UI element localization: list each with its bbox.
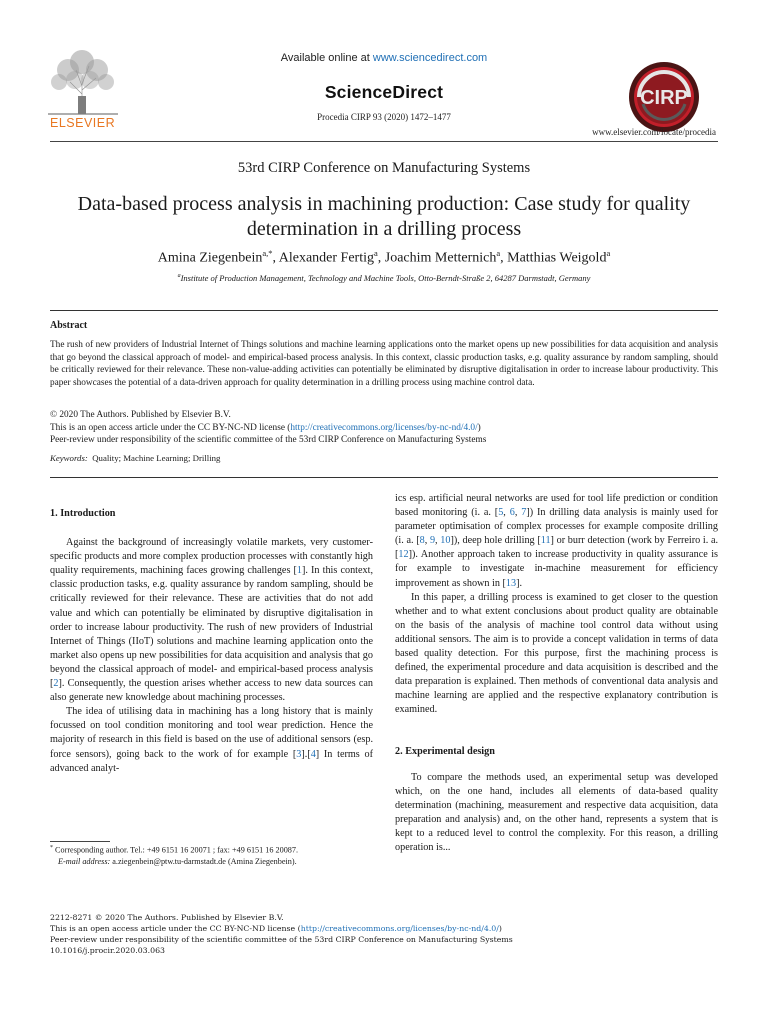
open-access-suffix: ) [477,422,481,433]
abstract-bottom-rule [50,477,718,478]
design-paragraph-1 [395,771,718,856]
paragraph-text: ].[ [301,748,311,760]
footnote-email [50,856,373,868]
author-separator: , [500,250,508,266]
citation-link[interactable]: 13 [505,577,517,589]
bottom-license-link[interactable]: http://creativecommons.org/licenses/by-nc-nd/4.0/ [300,924,499,933]
citation-link[interactable]: 11 [540,535,551,547]
email-address[interactable]: a.ziegenbein@ptw.tu-darmstadt.de (Amina Ziegenbein). [112,857,297,867]
author-affiliation-mark: a [373,248,378,258]
bottom-license-line [50,923,513,934]
paragraph-text: ]) In drilling data analysis is mainly used for parameter optimisation of complex processes for example composite drilling (i. a. [ [395,507,719,547]
author-name: Matthias Weigold [507,250,607,266]
intro-paragraph-2-continued [395,492,718,591]
paragraph-text: ]). Another approach taken to increase productivity in quality assurance is for example to investigate in-machine measurement for efficiency improvement as shown in [ [395,549,718,589]
paragraph-text: , [503,507,510,519]
paragraph-text: The idea of utilising data in machining has a long history that is mainly focussed on tool condition monitoring and tool wear prediction. Hence the majority of research in this field is based on the use of additional sensors (esp. force sensors), going back to the work of for example [ [50,706,373,760]
cirp-logo-icon [627,60,701,134]
bottom-publication-info [50,912,513,956]
sciencedirect-link[interactable]: www.sciencedirect.com [372,52,488,64]
author-affiliation-mark: a,* [262,248,273,258]
left-column [50,507,373,776]
paragraph-text: In this paper, a drilling process is examined to get closer to the question whether and to what extent conclusions about product quality are obtainable on the basis of the analysis of machine tool control data without using additional sensors. The aim is to provide a concept validation in terms of data based quality detection. For this purpose, first the machining process is defined, the experimental procedure and data acquisition is described and the data preparation is explained. Then methods of conventional data analysis and machine learning are applied and the respective explanatory contribution is examined. [395,591,718,716]
open-access-prefix: This is an open access article under the CC BY-NC-ND license ( [50,422,291,433]
keywords [50,453,220,463]
citation-link[interactable]: 5 [498,507,504,519]
bottom-license-prefix: This is an open access article under the CC BY-NC-ND license ( [50,924,301,933]
bottom-license-suffix: ) [498,924,502,933]
available-prefix: Available online at [280,52,370,64]
sciencedirect-brand: ScienceDirect [324,82,444,102]
conference-name: 53rd CIRP Conference on Manufacturing Systems [237,160,531,176]
email-label: E-mail address: [58,857,111,867]
affiliation-mark: a [177,273,181,280]
bottom-peer-review-line: Peer-review under responsibility of the scientific committee of the 53rd CIRP Conference on Manufacturing Systems [50,935,513,944]
paragraph-text: , [435,535,441,547]
affiliation [0,273,768,283]
citation-link[interactable]: 6 [509,507,515,519]
paragraph-text: ] or burr detection (work by Ferreiro i. a. [ [395,535,719,561]
author-affiliation-mark: a [606,248,611,258]
journal-reference: Procedia CIRP 93 (2020) 1472–1477 [317,112,451,122]
footnote-mark: * [50,845,53,851]
author-separator: , [272,250,279,266]
peer-review-line: Peer-review under responsibility of the scientific committee of the 53rd CIRP Conference on Manufacturing Systems [50,435,487,445]
intro-paragraph-1 [50,536,373,705]
paragraph-text: To compare the methods used, an experimental setup was developed which, on the one hand, includes all elements of data-based quality determination (machining, measurement and respective data acquisition, data preparation and analysis) and, on the other hand, represents a system that is kept to a reduced level to control the complexity. For this reason, a drilling operation is... [395,771,718,854]
open-access-line [50,422,718,435]
keywords-text: Quality; Machine Learning; Drilling [92,453,221,463]
citation-link[interactable]: 4 [310,748,316,760]
author-name: Alexander Fertig [278,250,374,266]
citation-link[interactable]: 9 [429,535,436,547]
paper-title: Data-based process analysis in machining production: Case study for quality determination in a drilling process [77,193,691,240]
keywords-label: Keywords: [50,453,88,463]
citation-link[interactable]: 7 [521,507,527,519]
affiliation-text: Institute of Production Management, Technology and Machine Tools, Otto-Berndt-Straße 2, 64287 Darmstadt, Germany [180,273,591,283]
elsevier-wordmark: ELSEVIER [50,116,116,130]
citation-link[interactable]: 8 [419,535,425,547]
footnote-phone: Corresponding author. Tel.: +49 6151 16 20071 ; fax: +49 6151 16 20087. [55,845,299,855]
paragraph-text: ]. [516,577,523,589]
paragraph-text: Against the background of increasingly volatile markets, very customer-specific products and more complex production processes with constantly high quality requirements, machining faces growing challenges [ [50,537,373,577]
abstract-top-rule [50,310,718,311]
citation-link[interactable]: 2 [53,678,59,690]
section-heading-experimental-design: 2. Experimental design [395,745,495,757]
author-name: Amina Ziegenbein [157,250,263,266]
paragraph-text: ]), deep hole drilling [ [450,535,541,547]
footnote-contact [50,843,373,856]
corresponding-author-footnote [50,843,373,868]
author-affiliation-mark: a [496,248,501,258]
cirp-logo-text: CIRP [640,87,688,109]
doi-line[interactable]: 10.1016/j.procir.2020.03.063 [50,946,165,955]
citation-link[interactable]: 10 [440,535,451,547]
right-column [395,492,718,855]
citation-link[interactable]: 3 [296,748,302,760]
paragraph-text: ]. In this context, classic production tasks, e.g. quality assurance by random sampling, should be critically reviewed for their relevance. These are activities that do not add value and which can potentially be eliminated by disruptive digitalisation in order to increase labour productivity. The rush of new providers of Industrial Internet of Things (IIoT) solutions and machine learning application onto the market also opens up new possibilities for data acquisition and analysis that go beyond the classical approach of model- and empirical-based process analysis [ [50,565,373,690]
paragraph-text: ics esp. artificial neural networks are used for tool life prediction or condition based monitoring (i. a. [ [395,493,718,519]
cirp-logo [627,60,701,134]
journal-homepage-link[interactable]: www.elsevier.com/locate/procedia [592,127,716,137]
intro-paragraph-3 [395,591,718,718]
license-link[interactable]: http://creativecommons.org/licenses/by-nc-nd/4.0/ [290,422,478,433]
author-name: Joachim Metternich [384,250,497,266]
copyright-line: © 2020 The Authors. Published by Elsevier B.V. [50,410,231,420]
paragraph-text: ]. Consequently, the question arises whether access to new data sources can also generate new knowledge about machining processes. [50,678,373,704]
paragraph-text: , [424,535,430,547]
paragraph-text: ] In terms of advanced analyt- [50,748,373,774]
paragraph-text: , [514,507,522,519]
footnote-rule [50,841,110,842]
abstract-body: The rush of new providers of Industrial Internet of Things solutions and machine learning applications onto the market opens up new possibilities for data acquisition and analysis that go beyond the classical approach of model- and empirical-based process analysis. In this context, classic production tasks, e.g. quality assurance by random sampling, should be critically reviewed for their relevance. These non-value-adding activities can potentially be eliminated by disruptive digitalisation in order to increase labour productivity. This paper showcases the potential of a data-driven approach for quality determination in a drilling process using machine control data. [50,340,718,388]
citation-link[interactable]: 1 [296,565,302,577]
author-list [0,248,768,267]
license-block [50,409,718,447]
citation-link[interactable]: 12 [398,549,409,561]
author-separator: , [377,250,385,266]
page-cutoff-fade [395,887,718,903]
header-rule [50,141,718,142]
issn-line: 2212-8271 © 2020 The Authors. Published by Elsevier B.V. [50,913,284,922]
abstract-heading: Abstract [50,320,88,331]
section-heading-introduction: 1. Introduction [50,508,116,519]
intro-paragraph-2 [50,705,373,775]
